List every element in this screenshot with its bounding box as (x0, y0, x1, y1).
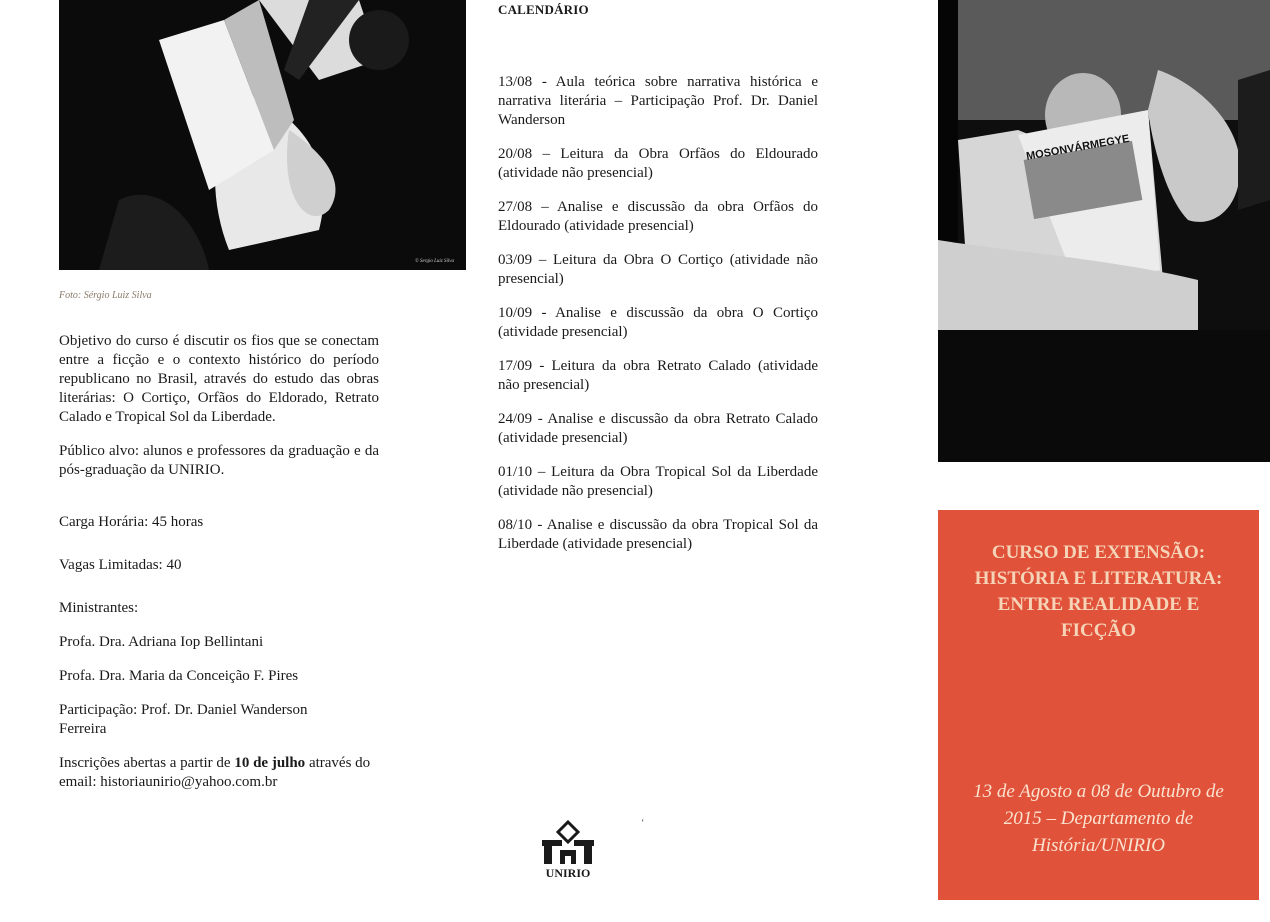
calendar (498, 0, 818, 552)
instructor-1: Profa. Dra. Adriana Iop Bellintani (59, 634, 264, 650)
instructor-2: Profa. Dra. Maria da Conceição F. Pires (59, 668, 299, 684)
course-title-line: FICÇÃO (1061, 620, 1136, 641)
workload: Carga Horária: 45 horas (59, 514, 204, 530)
course-title-line: CURSO DE EXTENSÃO: (991, 542, 1206, 563)
calendar-item: 17/09 - Leitura da obra Retrato Calado (atividade não presencial) (498, 358, 818, 393)
calendar-item: 01/10 – Leitura da Obra Tropical Sol da Liberdade (atividade não presencial) (498, 464, 818, 499)
photo-reading-newspaper (938, 0, 1270, 462)
registration-date: 10 de julho (234, 755, 306, 771)
calendar-item: 20/08 – Leitura da Obra Orfãos do Eldourado (atividade não presencial) (498, 146, 818, 181)
unirio-logo-icon (538, 820, 598, 866)
participation: Participação: Prof. Dr. Daniel Wanderson Ferreira (59, 702, 308, 737)
course-info (59, 332, 379, 792)
vacancies: Vagas Limitadas: 40 (59, 557, 182, 573)
registration-suffix: através do email: historiaunirio@yahoo.com.br (59, 755, 371, 790)
calendar-item: 13/08 - Aula teórica sobre narrativa histórica e narrativa literária – Participação Prof. Dr. Daniel Wanderson (498, 74, 818, 128)
unirio-logo (538, 820, 598, 882)
unirio-logo-text: UNIRIO (545, 866, 591, 880)
course-title-line: ENTRE REALIDADE E (997, 594, 1200, 615)
calendar-list (498, 73, 818, 569)
photo-credit: © Sergio Luiz Silva (414, 259, 454, 264)
registration-prefix: Inscrições abertas a partir de (59, 755, 235, 771)
reading-newspaper-illustration (938, 0, 1270, 462)
calendar-item: 27/08 – Analise e discussão da obra Orfãos do Eldourado (atividade presencial) (498, 199, 818, 234)
course-dates: 13 de Agosto a 08 de Outubro de 2015 – Departamento de História/UNIRIO (973, 781, 1224, 856)
calendar-item: 03/09 – Leitura da Obra O Cortiço (atividade não presencial) (498, 252, 818, 287)
photo-reading-book (59, 0, 466, 270)
calendar-item: 24/09 - Analise e discussão da obra Retrato Calado (atividade presencial) (498, 411, 818, 446)
calendar-heading: CALENDÁRIO (498, 2, 589, 17)
photo-caption: Foto: Sérgio Luiz Silva (59, 290, 152, 301)
newspaper-name: MOSONVÁRMEGYE (1025, 132, 1131, 163)
instructors-heading: Ministrantes: (59, 600, 139, 616)
course-title-line: HISTÓRIA E LITERATURA: (974, 568, 1223, 589)
target-audience: Público alvo: alunos e professores da graduação e da pós-graduação da UNIRIO. (59, 443, 379, 478)
calendar-item: 10/09 - Analise e discussão da obra O Cortiço (atividade presencial) (498, 305, 818, 340)
stray-mark: ʻ (641, 818, 645, 829)
course-title (938, 540, 1259, 644)
reading-book-illustration (59, 0, 466, 270)
calendar-item: 08/10 - Analise e discussão da obra Tropical Sol da Liberdade (atividade presencial) (498, 517, 818, 552)
course-objective: Objetivo do curso é discutir os fios que se conectam entre a ficção e o contexto histórico do período republicano no Brasil, através do estudo das obras literárias: O Cortiço, Orfãos do Eldorado, Retrato Calado e Tropical Sol da Liberdade. (59, 333, 379, 425)
course-title-panel (938, 510, 1259, 900)
registration-info (59, 754, 379, 792)
